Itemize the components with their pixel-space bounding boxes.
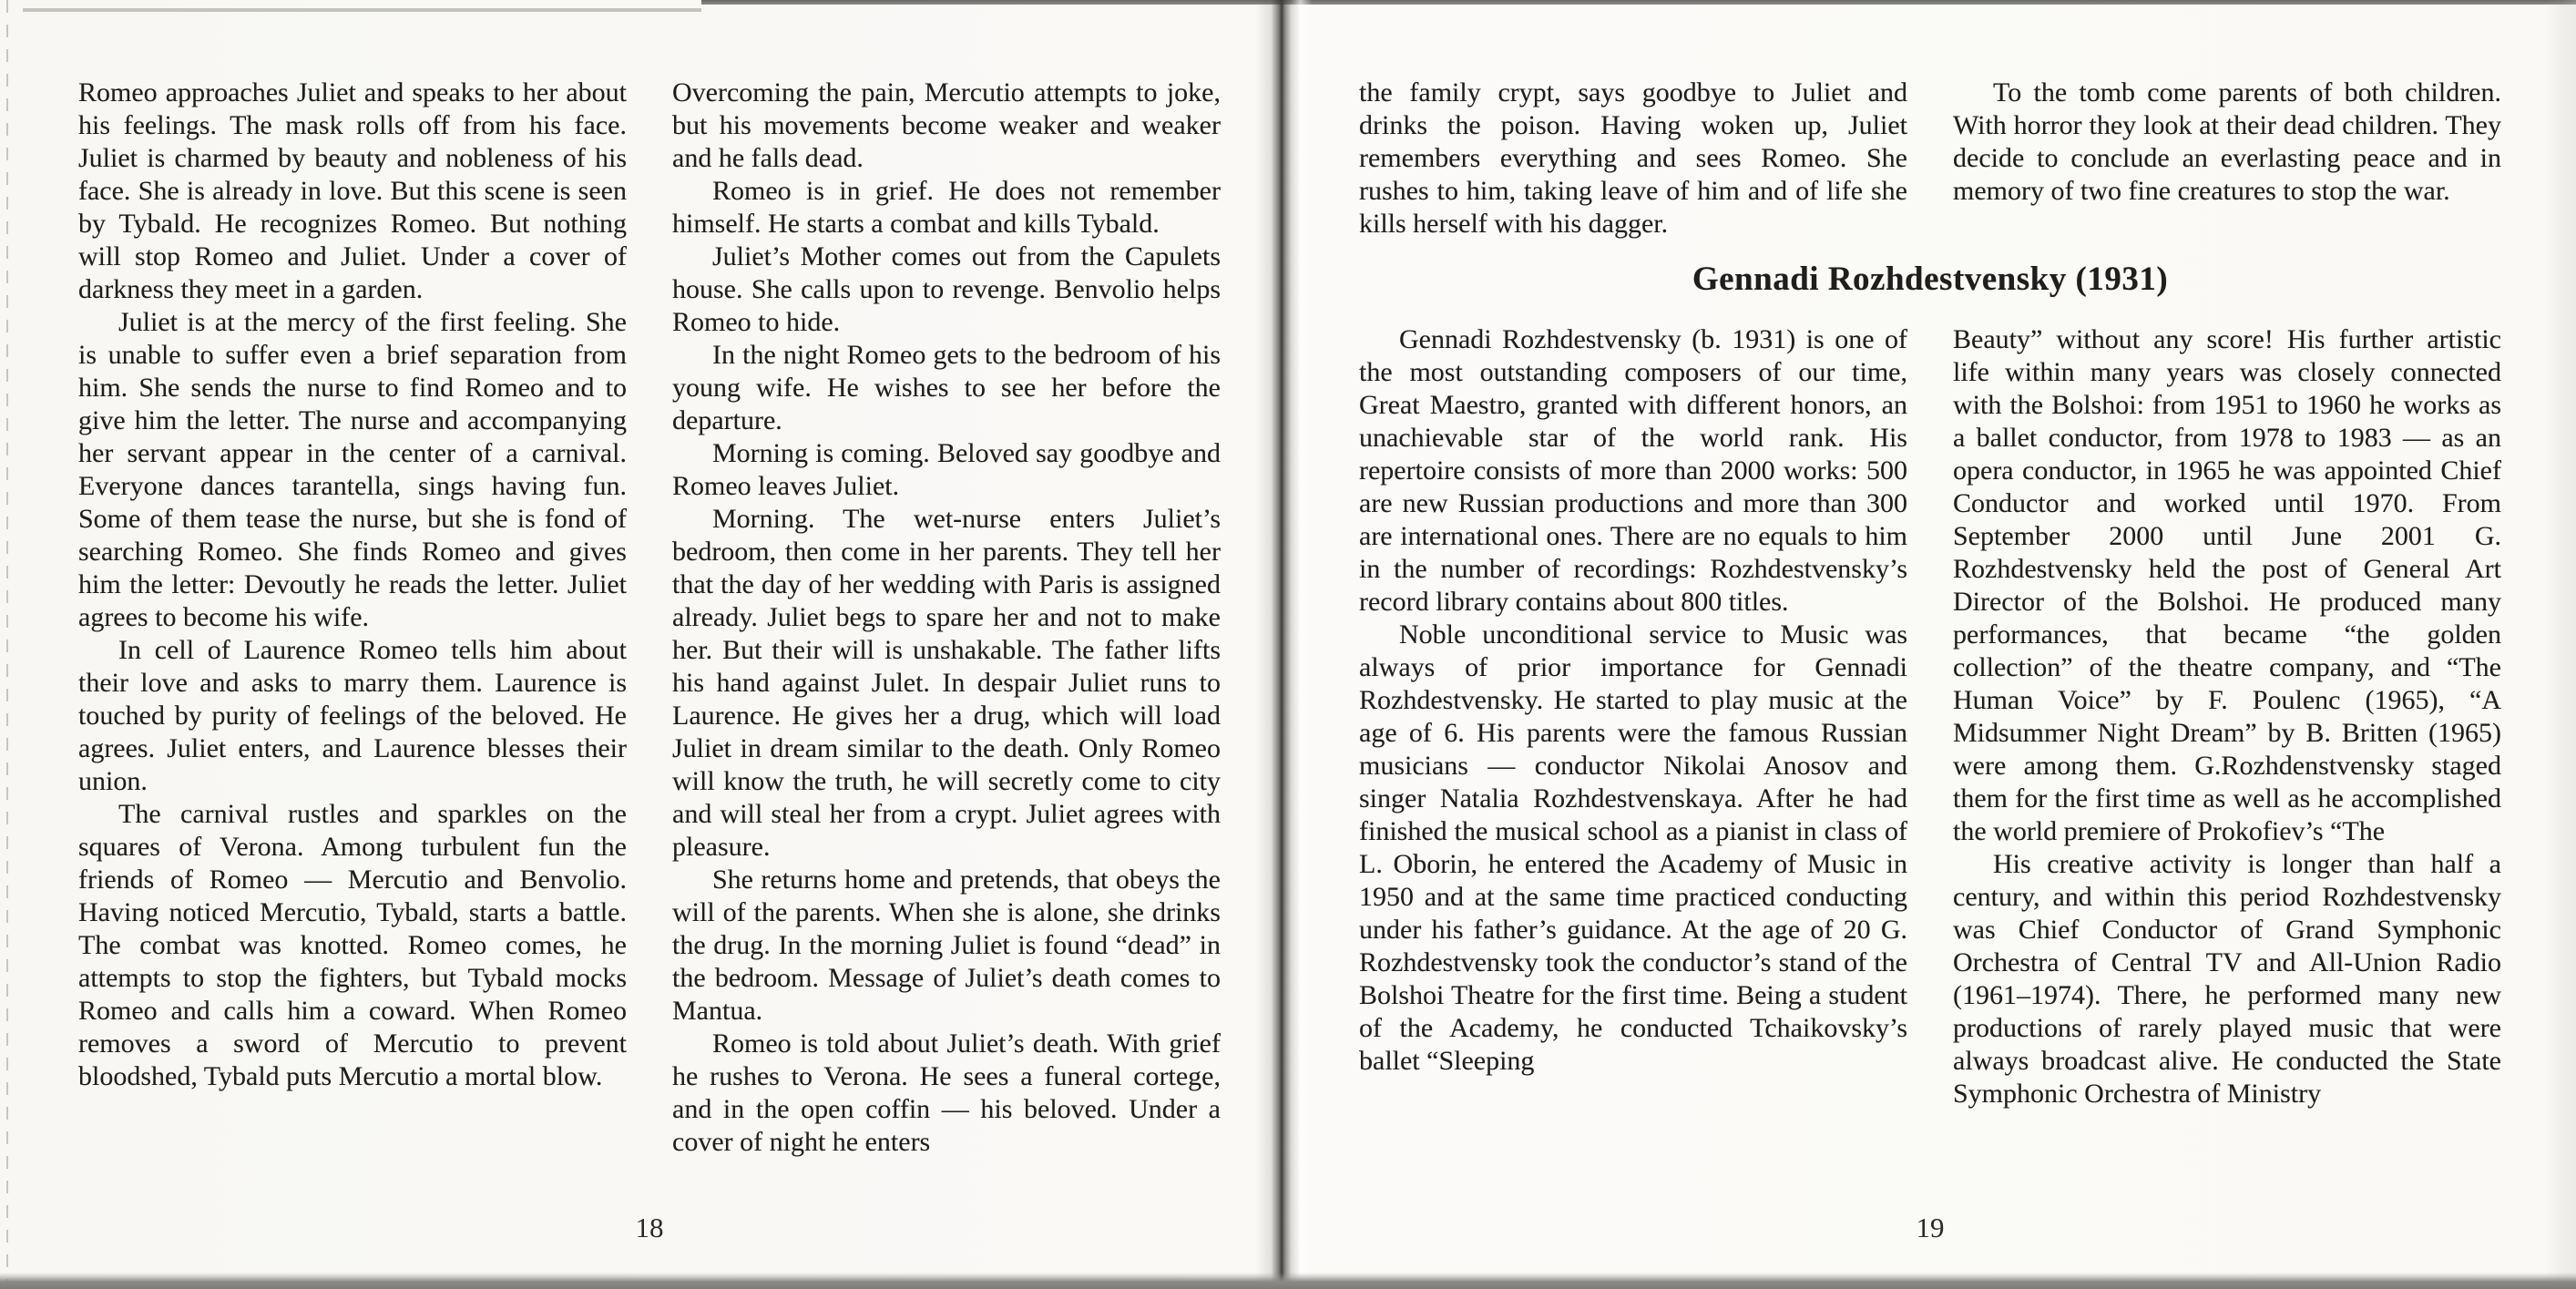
scan-left-edge [6, 0, 8, 1289]
paragraph: His creative activity is longer than half a century, and within this period Rozhdestvensky was Chief Conductor of Grand Symphonic Orchestra of Central TV and All-Union Radio (1961–1974). There, he performed many new productions of rarely played music that were always broadcast alive. He conducted the State Symphonic Orchestra of Ministry [1953, 849, 2501, 1109]
section-heading: Gennadi Rozhdestvensky (1931) [1692, 261, 2169, 298]
paragraph: the family crypt, says goodbye to Juliet and drinks the poison. Having woken up, Juliet remembers everything and sees Romeo. She rushes to him, taking leave of him and of life she kills herself with his dagger. [1359, 77, 1907, 239]
page-18-column-2 [672, 77, 1221, 1159]
page-number-19: 19 [1916, 1212, 1945, 1243]
page-19-top-column-2 [1953, 77, 2501, 240]
page-19-top-column-1 [1359, 77, 1907, 240]
scan-bottom-edge [0, 1273, 2576, 1289]
scan-right-edge [2545, 0, 2576, 1289]
scan-top-edge-left [23, 8, 701, 12]
paragraph: Beauty” without any score! His further artistic life within many years was closely connected with the Bolshoi: from 1951 to 1960 he works as a ballet conductor, from 1978 to 1983 — as an opera conductor, in 1965 he was appointed Chief Conductor and worked until 1970. From September 2000 until June 2001 G. Rozhdestvensky held the post of General Art Director of the Bolshoi. He produced many performances, that became “the golden collection” of the theatre company, and “The Human Voice” by F. Poulenc (1965), “A Midsummer Night Dream” by B. Britten (1965) were among them. G.Rozhdenstvensky staged them for the first time as well as he accomplished the world premiere of Prokofiev’s “The [1953, 324, 2501, 846]
page-18 [78, 77, 1221, 1159]
page-19-bottom-column-2 [1953, 323, 2501, 1110]
paragraph: Gennadi Rozhdestvensky (b. 1931) is one of the most outstanding composers of our time, Great Maestro, granted with different honors, an unachievable star of the world rank. His repertoire consists of more than 2000 works: 500 are new Russian productions and more than 300 are international ones. There are no equals to him in the number of recordings: Rozhdestvensky’s record library contains about 800 titles. [1359, 324, 1907, 617]
paragraph: Overcoming the pain, Mercutio attempts to joke, but his movements become weaker and weaker and he falls dead. [672, 77, 1221, 173]
paragraph: Juliet’s Mother comes out from the Capulets house. She calls upon to revenge. Benvolio helps Romeo to hide. [672, 241, 1221, 337]
paragraph: She returns home and pretends, that obeys the will of the parents. When she is alone, she drinks the drug. In the morning Juliet is found “dead” in the bedroom. Message of Juliet’s death comes to Mantua. [672, 864, 1221, 1026]
page-number-18: 18 [635, 1212, 664, 1243]
page-gutter [1255, 0, 1312, 1289]
page-18-column-1 [78, 77, 627, 1159]
page-19-bottom-column-1 [1359, 323, 1907, 1110]
page-19-bottom-row [1359, 323, 2501, 1110]
scan-top-edge-right [701, 0, 2576, 5]
paragraph: Romeo approaches Juliet and speaks to her about his feelings. The mask rolls off from his face. Juliet is charmed by beauty and nobleness of his face. She is already in love. But this scene is seen by Tybald. He recognizes Romeo. But nothing will stop Romeo and Juliet. Under a cover of darkness they meet in a garden. [78, 77, 627, 304]
paragraph: In cell of Laurence Romeo tells him about their love and asks to marry them. Laurence is touched by purity of feelings of the beloved. He agrees. Juliet enters, and Laurence blesses their union. [78, 635, 627, 796]
paragraph: Juliet is at the mercy of the first feeling. She is unable to suffer even a brief separation from him. She sends the nurse to find Romeo and to give him the letter. The nurse and accompanying her servant appear in the center of a carnival. Everyone dances tarantella, sings having fun. Some of them tease the nurse, but she is fond of searching Romeo. She finds Romeo and gives him the letter: Devoutly he reads the letter. Juliet agrees to become his wife. [78, 307, 627, 632]
paragraph: The carnival rustles and sparkles on the squares of Verona. Among turbulent fun the friends of Romeo — Mercutio and Benvolio. Having noticed Mercutio, Tybald, starts a battle. The combat was knotted. Romeo comes, he attempts to stop the fighters, but Tybald mocks Romeo and calls him a coward. When Romeo removes a sword of Mercutio to prevent bloodshed, Tybald puts Mercutio a mortal blow. [78, 799, 627, 1091]
paragraph: To the tomb come parents of both children. With horror they look at their dead children. They decide to conclude an everlasting peace and in memory of two fine creatures to stop the war. [1953, 77, 2501, 206]
page-19 [1359, 77, 2501, 1110]
paragraph: Romeo is in grief. He does not remember himself. He starts a combat and kills Tybald. [672, 176, 1221, 239]
paragraph: Noble unconditional service to Music was always of prior importance for Gennadi Rozhdestvensky. He started to play music at the age of 6. His parents were the famous Russian musicians — conductor Nikolai Anosov and singer Natalia Rozhdestvenskaya. After he had finished the musical school as a pianist in class of L. Oborin, he entered the Academy of Music in 1950 and at the same time practiced conducting under his father’s guidance. At the age of 20 G. Rozhdestvensky took the conductor’s stand of the Bolshoi Theatre for the first time. Being a student of the Academy, he conducted Tchaikovsky’s ballet “Sleeping [1359, 619, 1907, 1076]
paragraph: Morning. The wet-nurse enters Juliet’s bedroom, then come in her parents. They tell her that the day of her wedding with Paris is assigned already. Juliet begs to spare her and not to make her. But their will is unshakable. The father lifts his hand against Julet. In despair Juliet runs to Laurence. He gives her a drug, which will load Juliet in dream similar to the death. Only Romeo will know the truth, he will secretly come to city and will steal her from a crypt. Juliet agrees with pleasure. [672, 504, 1221, 862]
paragraph: In the night Romeo gets to the bedroom of his young wife. He wishes to see her before the departure. [672, 340, 1221, 435]
page-19-top-row [1359, 77, 2501, 240]
paragraph: Morning is coming. Beloved say goodbye and Romeo leaves Juliet. [672, 438, 1221, 501]
paragraph: Romeo is told about Juliet’s death. With grief he rushes to Verona. He sees a funeral cortege, and in the open coffin — his beloved. Under a cover of night he enters [672, 1028, 1221, 1157]
